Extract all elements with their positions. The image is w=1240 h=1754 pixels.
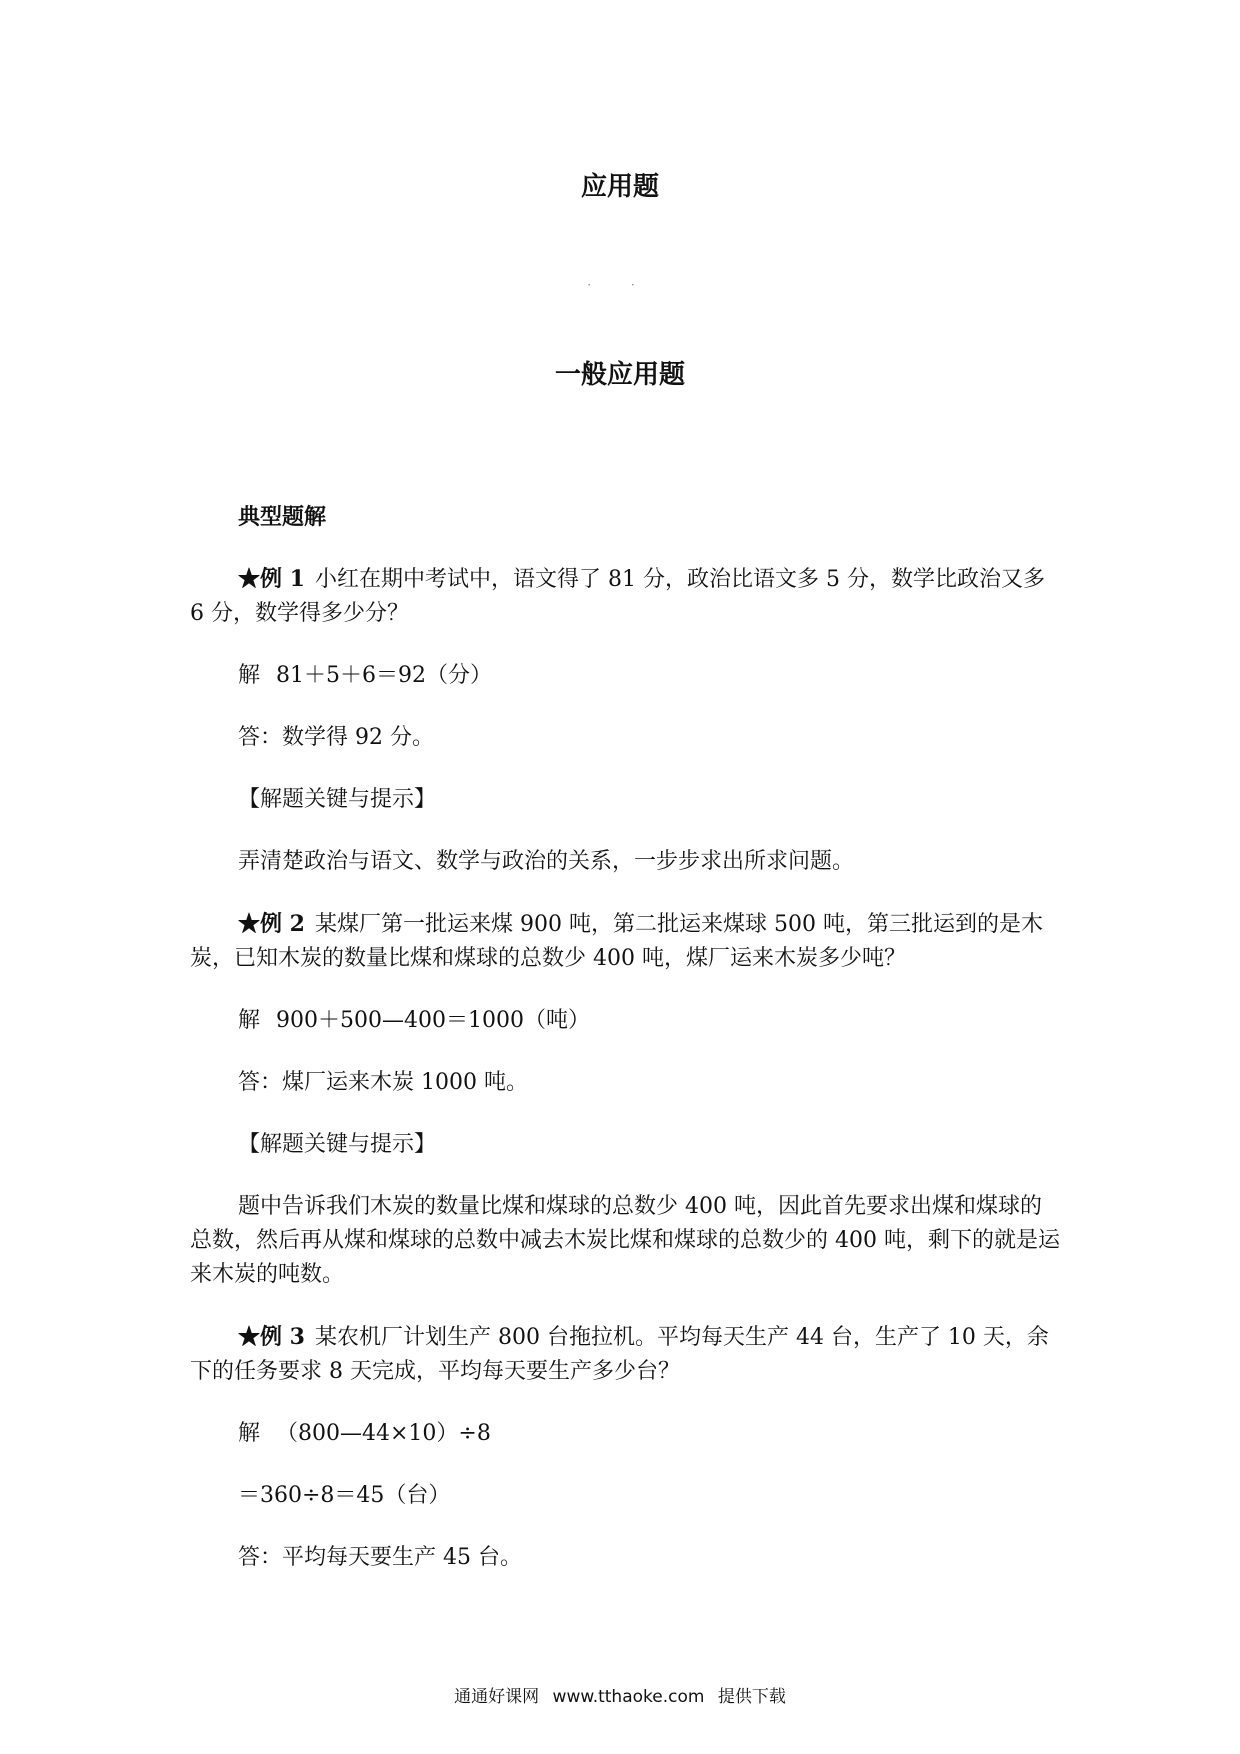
solution-line: 900＋500—400＝1000（吨） [276,1008,590,1033]
example-1-label: ★例 1 [238,566,305,592]
main-title: 应用题 [580,172,659,202]
solution-label: 解 [238,1421,261,1446]
example-1-solution [238,659,1060,693]
section-heading: 典型题解 [238,504,327,530]
example-3-solution [238,1417,1060,1451]
solution-label: 解 [238,663,261,688]
example-1-question [190,562,1060,631]
example-1-question-text: 小红在期中考试中，语文得了 81 分，政治比语文多 5 分，数学比政治又多 6 分，数学得多少分？ [190,567,1045,626]
example-2-question-text: 某煤厂第一批运来煤 900 吨，第二批运来煤球 500 吨，第三批运到的是木炭，已知木炭的数量比煤和煤球的总数少 400 吨，煤厂运来木炭多少吨？ [190,912,1043,971]
solution-label: 解 [238,1008,261,1033]
example-1-hint: 弄清楚政治与语文、数学与政治的关系，一步步求出所求问题。 [238,849,855,874]
footer-suffix: 提供下载 [717,1687,786,1707]
example-1-answer: 答：数学得 92 分。 [238,725,434,750]
star-icon: ★ [238,911,261,937]
content-body [190,500,1060,1603]
example-3-answer: 答：平均每天要生产 45 台。 [238,1545,522,1570]
example-2-hint-heading: 【解题关键与提示】 [238,1132,437,1157]
star-icon: ★ [238,1324,261,1350]
example-3-question-text: 某农机厂计划生产 800 台拖拉机。平均每天生产 44 台，生产了 10 天，余下的任务要求 8 天完成，平均每天要生产多少台？ [190,1325,1049,1384]
example-2-question [190,907,1060,976]
footer-site-name: 通通好课网 [454,1687,540,1707]
star-icon: ★ [238,566,261,592]
example-3-solution-line-2: ＝360÷8＝45（台） [238,1483,451,1508]
footer-url[interactable]: www.tthaoke.com [552,1687,705,1707]
sub-title: 一般应用题 [554,360,685,390]
solution-line: （800—44×10）÷8 [276,1421,491,1446]
example-3-question [190,1320,1060,1389]
page-footer [0,1682,1240,1707]
example-2-solution [238,1004,1060,1038]
example-2-answer: 答：煤厂运来木炭 1000 吨。 [238,1070,528,1095]
example-1-hint-heading: 【解题关键与提示】 [238,787,437,812]
solution-line: 81＋5＋6＝92（分） [276,663,492,688]
example-2-label: ★例 2 [238,911,305,937]
example-2-hint: 题中告诉我们木炭的数量比煤和煤球的总数少 400 吨，因此首先要求出煤和煤球的总数，然后再从煤和煤球的总数中减去木炭比煤和煤球的总数少的 400 吨，剩下的就是运来木炭的吨数。 [190,1194,1060,1287]
example-3-label: ★例 3 [238,1324,305,1350]
decorative-dots: · · [587,278,653,292]
